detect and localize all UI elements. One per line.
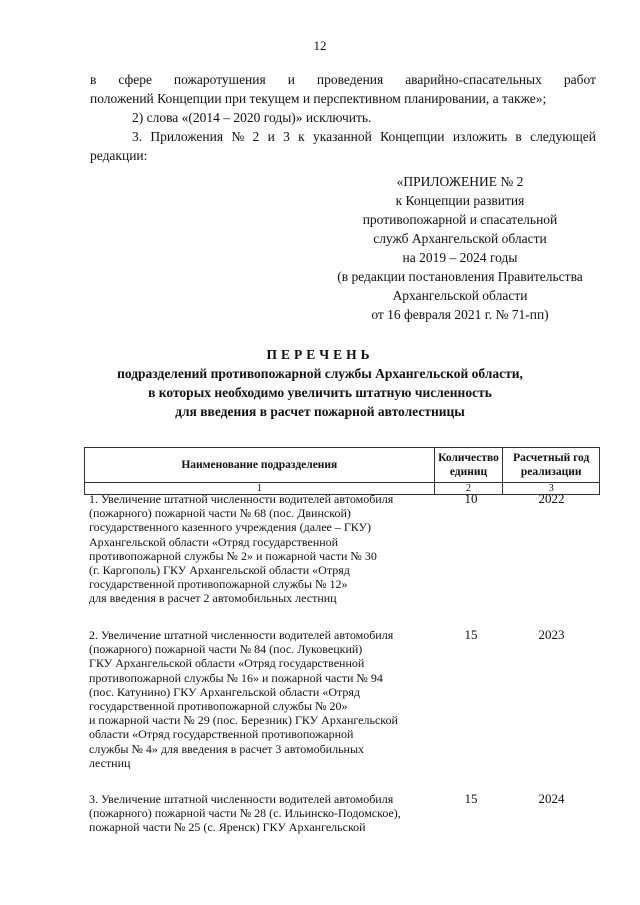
word: пожаротушения bbox=[173, 72, 266, 87]
row-name-line: (г. Каргополь) ГКУ Архангельской области «Отряд bbox=[89, 563, 350, 578]
row-name-line: государственного казенного учреждения (далее – ГКУ) bbox=[89, 520, 372, 535]
row-name-line: пожарной части № 25 (с. Яренск) ГКУ Архангельской bbox=[89, 820, 366, 835]
word: 3 bbox=[283, 129, 290, 144]
appendix-line: от 16 февраля 2021 г. № 71-пп) bbox=[371, 307, 549, 322]
row-name-line: противопожарной службы № 2» и пожарной части № 30 bbox=[89, 548, 377, 563]
heading-subtitle-line: подразделений противопожарной службы Архангельской области, bbox=[117, 366, 523, 381]
word: Приложения bbox=[150, 129, 224, 144]
intro-item-3-line-1 bbox=[90, 127, 596, 146]
word: к bbox=[298, 129, 305, 144]
row-year: 2023 bbox=[538, 627, 565, 642]
table-row bbox=[84, 492, 600, 606]
list-heading bbox=[0, 345, 640, 421]
row-name-line: государственной противопожарной службы № 12» bbox=[89, 577, 348, 592]
appendix-line: противопожарной и спасательной bbox=[362, 212, 558, 227]
intro-line-2: положений Концепции при текущем и перспективном планировании, а также»; bbox=[90, 91, 547, 106]
word: Концепции bbox=[380, 129, 445, 144]
row-name-line: Архангельской области «Отряд государственной bbox=[89, 534, 339, 549]
row-name-line: для введения в расчет 2 автомобильных лестниц bbox=[89, 591, 337, 606]
word: № bbox=[231, 129, 245, 144]
heading-title: ПЕРЕЧЕНЬ bbox=[266, 347, 374, 362]
row-name-line: (пос. Катунино) ГКУ Архангельской области «Отряд bbox=[89, 684, 361, 699]
row-name-line: области «Отряд государственной противопожарной bbox=[89, 727, 354, 742]
table-row bbox=[84, 792, 600, 835]
intro-item-2: 2) слова «(2014 – 2020 годы)» исключить. bbox=[132, 110, 372, 125]
row-name-line: ГКУ Архангельской области «Отряд государственной bbox=[89, 656, 365, 671]
word: изложить bbox=[452, 129, 508, 144]
row-name-line: (пожарного) пожарной части № 84 (пос. Луковецкий) bbox=[89, 642, 363, 657]
header-name: Наименование подразделения bbox=[84, 448, 435, 482]
row-name bbox=[84, 628, 439, 770]
appendix-block bbox=[300, 172, 620, 324]
row-name-line: лестниц bbox=[89, 755, 131, 770]
column-number-3: 3 bbox=[503, 483, 600, 494]
heading-subtitle-line: для введения в расчет пожарной автолестницы bbox=[175, 404, 465, 419]
row-name-line: (пожарного) пожарной части № 68 (пос. Двинской) bbox=[89, 506, 351, 521]
word: 2 bbox=[252, 129, 260, 144]
row-name bbox=[84, 492, 439, 606]
row-name-line: и пожарной части № 29 (пос. Березник) ГКУ Архангельской bbox=[89, 713, 398, 728]
row-name-line: 3. Увеличение штатной численности водителей автомобиля bbox=[89, 792, 394, 806]
appendix-line: (в редакции постановления Правительства bbox=[337, 269, 583, 284]
row-name-line: 1. Увеличение штатной численности водителей автомобиля bbox=[89, 492, 394, 506]
row-name-line: противопожарной службы № 16» и пожарной части № 94 bbox=[89, 670, 383, 685]
appendix-line: к Концепции развития bbox=[395, 193, 525, 208]
row-name bbox=[84, 792, 439, 835]
column-number-1: 1 bbox=[84, 483, 435, 494]
word: в bbox=[90, 72, 97, 87]
intro-item-3-line-2: редакции: bbox=[90, 148, 148, 163]
word: указанной bbox=[312, 129, 372, 144]
word: работ bbox=[563, 72, 596, 87]
word: аварийно-спасательных bbox=[405, 72, 542, 87]
intro-line-1 bbox=[90, 70, 596, 89]
row-name-line: (пожарного) пожарной части № 28 (с. Ильинско-Подомское), bbox=[89, 806, 401, 821]
row-name-line: государственной противопожарной службы № 20» bbox=[89, 699, 348, 714]
page-number: 12 bbox=[313, 38, 327, 53]
appendix-line: служб Архангельской области bbox=[373, 231, 547, 246]
row-year: 2024 bbox=[538, 791, 565, 806]
heading-subtitle bbox=[0, 364, 640, 421]
row-name-line: службы № 4» для введения в расчет 3 автомобильных bbox=[89, 741, 365, 756]
word: в bbox=[515, 129, 522, 144]
heading-subtitle-line: в которых необходимо увеличить штатную численность bbox=[148, 385, 492, 400]
table-header bbox=[84, 447, 600, 495]
table-header-titles bbox=[84, 448, 600, 482]
word: и bbox=[267, 129, 275, 144]
appendix-line: на 2019 – 2024 годы bbox=[402, 250, 518, 265]
row-qty: 15 bbox=[464, 627, 478, 642]
header-qty: Количество единиц bbox=[435, 448, 504, 482]
table-row bbox=[84, 628, 600, 770]
word: 3. bbox=[132, 129, 143, 144]
intro-paragraph bbox=[90, 70, 596, 165]
appendix-line: «ПРИЛОЖЕНИЕ № 2 bbox=[396, 174, 524, 189]
row-qty: 10 bbox=[464, 491, 478, 506]
word: проведения bbox=[316, 72, 384, 87]
column-number-2: 2 bbox=[435, 483, 504, 494]
word: следующей bbox=[530, 129, 596, 144]
row-name-line: 2. Увеличение штатной численности водителей автомобиля bbox=[89, 628, 394, 642]
appendix-line: Архангельской области bbox=[392, 288, 528, 303]
header-year: Расчетный год реализации bbox=[503, 448, 600, 482]
row-qty: 15 bbox=[464, 791, 478, 806]
row-year: 2022 bbox=[538, 491, 565, 506]
word: сфере bbox=[118, 72, 152, 87]
word: и bbox=[287, 72, 295, 87]
